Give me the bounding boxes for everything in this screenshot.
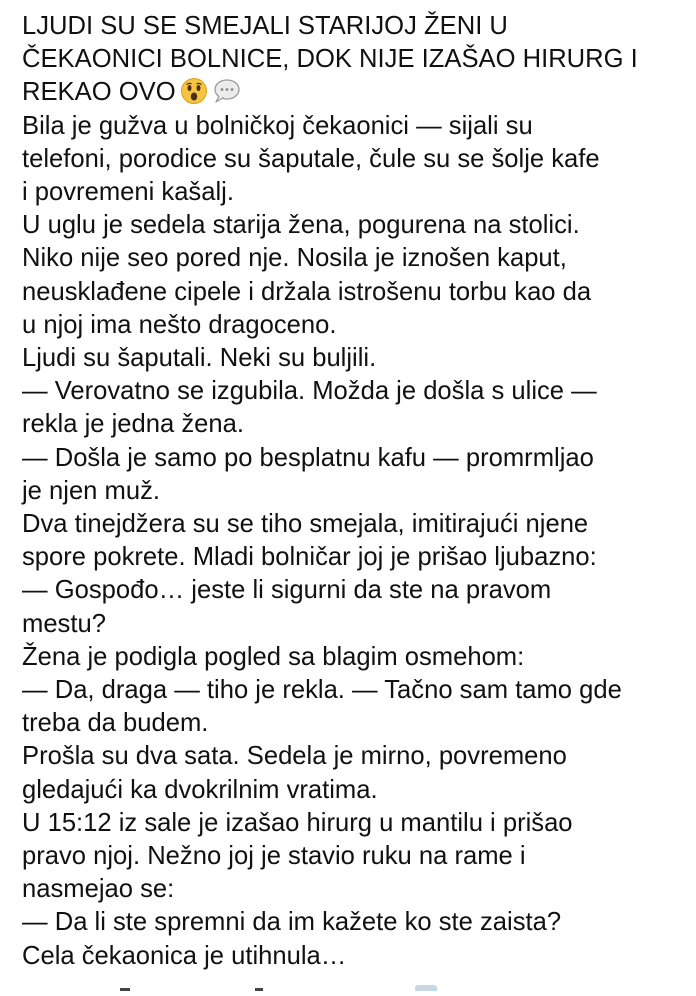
paragraph-line-27: nasmejao se: (22, 875, 175, 904)
paragraph-line-13: rekla je jedna žena. (22, 410, 244, 439)
paragraph-line-9: neusklađene cipele i držala istrošenu torbu kao da (22, 277, 592, 306)
astonished-face-emoji-icon (180, 77, 208, 105)
paragraph-line-26: pravo njoj. Nežno joj je stavio ruku na rame i (22, 842, 526, 871)
paragraph-line-24: gledajući ka dvokrilnim vratima. (22, 775, 378, 804)
cut-off-next-line (0, 978, 696, 986)
paragraph-line-12: — Verovatno se izgubila. Možda je došla s ulice — (22, 377, 597, 406)
post-title-line-3 (22, 76, 688, 109)
paragraph-line-11: Ljudi su šaputali. Neki su buljili. (22, 344, 377, 373)
post-title-line-3-text: REKAO OVO (22, 78, 176, 107)
paragraph-line-21: — Da, draga — tiho je rekla. — Tačno sam tamo gde (22, 676, 622, 705)
paragraph-line-25: U 15:12 iz sale je izašao hirurg u mantilu i prišao (22, 808, 573, 837)
paragraph-line-20: Žena je podigla pogled sa blagim osmehom: (22, 642, 525, 671)
paragraph-line-16: Dva tinejdžera su se tiho smejala, imitirajući njene (22, 510, 589, 539)
paragraph-line-19: mestu? (22, 609, 106, 638)
paragraph-line-6: i povremeni kašalj. (22, 178, 234, 207)
paragraph-line-8: Niko nije seo pored nje. Nosila je iznošen kaput, (22, 244, 567, 273)
paragraph-line-15: je njen muž. (22, 476, 160, 505)
speech-bubble-emoji-icon (212, 77, 240, 105)
paragraph-line-28: — Da li ste spremni da im kažete ko ste zaista? (22, 908, 562, 937)
post-title-line-1: LJUDI SU SE SMEJALI STARIJOJ ŽENI U (22, 12, 508, 40)
paragraph-line-10: u njoj ima nešto dragoceno. (22, 310, 337, 339)
paragraph-line-18: — Gospođo… jeste li sigurni da ste na pravom (22, 576, 552, 605)
paragraph-line-5: telefoni, porodice su šaputale, čule su se šolje kafe (22, 144, 600, 173)
post-text (22, 10, 688, 973)
paragraph-line-4: Bila je gužva u bolničkoj čekaonici — sijali su (22, 111, 533, 140)
paragraph-line-7: U uglu je sedela starija žena, pogurena na stolici. (22, 211, 580, 240)
paragraph-line-22: treba da budem. (22, 709, 209, 738)
paragraph-line-23: Prošla su dva sata. Sedela je mirno, povremeno (22, 742, 567, 771)
paragraph-line-14: — Došla je samo po besplatnu kafu — promrmljao (22, 443, 594, 472)
paragraph-line-17: spore pokrete. Mladi bolničar joj je prišao ljubazno: (22, 543, 597, 572)
paragraph-line-29: Cela čekaonica je utihnula… (22, 941, 347, 970)
post-title-line-2: ČEKAONICI BOLNICE, DOK NIJE IZAŠAO HIRURG I (22, 45, 638, 74)
